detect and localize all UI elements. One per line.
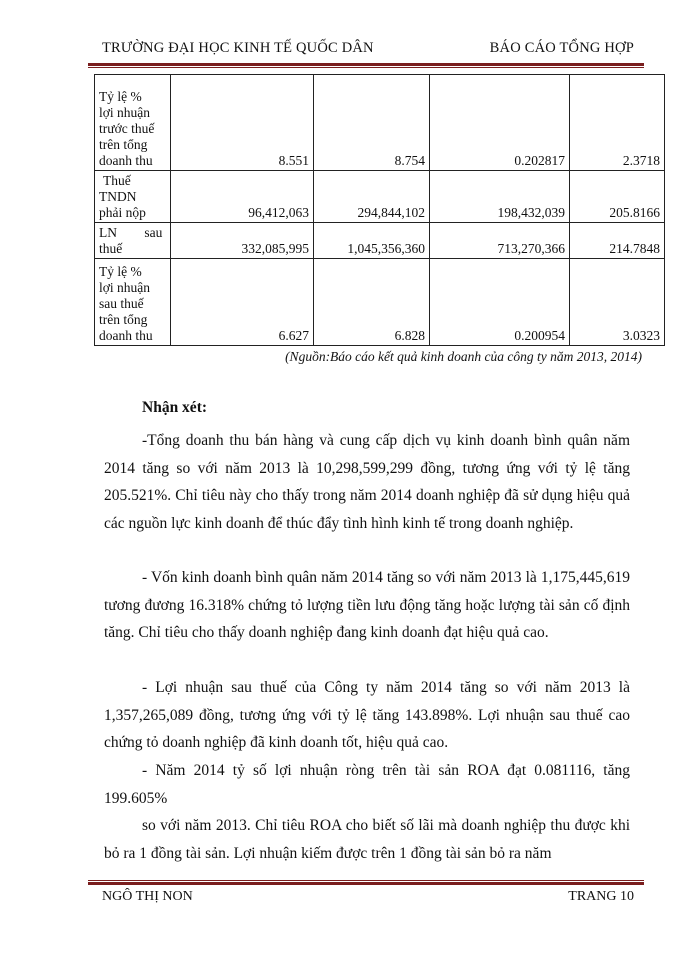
table-row	[95, 75, 665, 171]
value-change: 0.202817	[430, 75, 570, 171]
financial-table	[94, 74, 665, 346]
value-percent: 205.8166	[570, 171, 665, 223]
page-footer	[88, 889, 640, 909]
header-university: TRƯỜNG ĐẠI HỌC KINH TẾ QUỐC DÂN	[102, 40, 374, 56]
value-2013: 96,412,063	[171, 171, 314, 223]
table-row	[95, 259, 665, 346]
value-2013: 332,085,995	[171, 223, 314, 259]
paragraph-roa-continued: so với năm 2013. Chỉ tiêu ROA cho biết số lãi mà doanh nghiệp thu được khi bỏ ra 1 đồng tài sản. Lợi nhuận kiếm được trên 1 đồng tài sản bỏ ra năm	[104, 817, 630, 862]
value-2014: 1,045,356,360	[314, 223, 430, 259]
value-change: 713,270,366	[430, 223, 570, 259]
value-2013: 6.627	[171, 259, 314, 346]
table-source-note: (Nguồn:Báo cáo kết quả kinh doanh của công ty năm 2013, 2014)	[285, 349, 642, 364]
table-row	[95, 223, 665, 259]
header-rule	[88, 63, 644, 68]
footer-page-number: TRANG 10	[568, 889, 634, 904]
paragraph-revenue: -Tổng doanh thu bán hàng và cung cấp dịch vụ kinh doanh bình quân năm 2014 tăng so với năm 2013 là 10,298,599,299 đồng, tương ứng với tỷ lệ tăng 205.521%. Chỉ tiêu này cho thấy trong năm 2014 doanh nghiệp đã sử dụng hiệu quả các nguồn lực kinh doanh để thúc đẩy tình hình kinh tế trong doanh nghiệp.	[104, 432, 630, 532]
paragraph-capital: - Vốn kinh doanh bình quân năm 2014 tăng so với năm 2013 là 1,175,445,619 tương đương 16.318% chứng tỏ lượng tiền lưu động tăng hoặc lượng tài sản cố định tăng. Chỉ tiêu cho thấy doanh nghiệp đang kinh doanh đạt hiệu quả cao.	[104, 569, 630, 641]
paragraph-roa: - Năm 2014 tỷ số lợi nhuận ròng trên tài sản ROA đạt 0.081116, tăng 199.605%	[104, 762, 630, 807]
paragraph-profit: - Lợi nhuận sau thuế của Công ty năm 2014 tăng so với năm 2013 là 1,357,265,089 đồng, tương ứng với tỷ lệ tăng 143.898%. Lợi nhuận sau thuế cao chứng tỏ doanh nghiệp đã kinh doanh tốt, hiệu quả cao.	[104, 679, 630, 751]
section-heading: Nhận xét:	[142, 399, 208, 416]
value-2014: 6.828	[314, 259, 430, 346]
table-row	[95, 171, 665, 223]
value-percent: 214.7848	[570, 223, 665, 259]
value-2014: 8.754	[314, 75, 430, 171]
value-2014: 294,844,102	[314, 171, 430, 223]
row-label: Thuế TNDN phải nộp	[95, 171, 171, 223]
value-2013: 8.551	[171, 75, 314, 171]
row-label: Tỷ lệ % lợi nhuận sau thuế trên tổng doanh thu	[95, 259, 171, 346]
row-label: Tỷ lệ % lợi nhuận trước thuế trên tổng doanh thu	[95, 75, 171, 171]
footer-rule	[88, 880, 644, 885]
row-label: LN sau thuế	[95, 223, 171, 259]
value-change: 0.200954	[430, 259, 570, 346]
footer-author: NGÔ THỊ NON	[102, 889, 193, 904]
value-percent: 3.0323	[570, 259, 665, 346]
page-header	[88, 40, 640, 62]
value-percent: 2.3718	[570, 75, 665, 171]
header-report-title: BÁO CÁO TỔNG HỢP	[489, 40, 634, 56]
value-change: 198,432,039	[430, 171, 570, 223]
